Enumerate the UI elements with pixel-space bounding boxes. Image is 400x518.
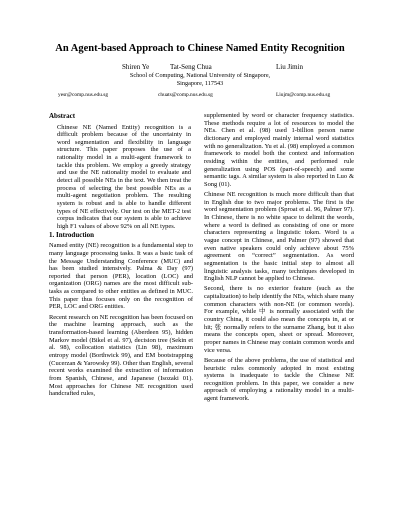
abstract-heading: Abstract xyxy=(49,112,76,120)
paragraph: Named entity (NE) recognition is a fundamental step to many language processing tasks. It was a basic task of the Message Understanding Conference (MUC) and has been studied intensively. Palma & Day (97) reported that person (PER), location (LOC) and organization (ORG) names are the most difficult sub-tasks as compared to other entities as defined in MUC. This paper thus focuses only on the recognition of PER, LOC and ORG entities. xyxy=(49,242,193,311)
paper-title: An Agent-based Approach to Chinese Named Entity Recognition xyxy=(55,43,345,54)
paragraph: Recent research on NE recognition has been focused on the machine learning approach, such as the transformation-based learning (Aberdeen 95), hidden Markov model (Bikel et al. 97), decision tree (Sekin et al. 98), collocation statistics (Lin 98), maximum entropy model (Borthwick 99), and EM bootstrapping (Cucerzan & Yarowsky 99). Other than English, several recent works examined the extraction of information from Spanish, Chinese, and Japanese (Isozaki 01). Most approaches for Chinese NE recognition used handcrafted rules, xyxy=(49,313,193,398)
author-email: yesr@comp.nus.edu.sg xyxy=(58,92,109,98)
affiliation xyxy=(0,72,400,88)
affiliation-line: School of Computing, National University of Singapore, xyxy=(129,72,271,79)
author-name: Tat-Seng Chua xyxy=(170,63,212,71)
right-column xyxy=(204,112,354,405)
paragraph: Chinese NE recognition is much more difficult than that in English due to two major problems. The first is the word segmentation problem (Sproat et al. 96, Palmer 97). In Chinese, there is no white space to delimit the words, where a word is defined as consisting of one or more characters representing a linguistic token. Word is a vague concept in Chinese, and Palmer (97) showed that even native speakers could only achieve about 75% agreement on “correct” segmentation. As word segmentation is the basic initial step to almost all linguistic analysis tasks, many techniques developed in English NLP cannot be applied to Chinese. xyxy=(204,191,354,283)
author-email: Liujm@comp.nus.edu.sg xyxy=(276,92,331,98)
left-column xyxy=(49,112,193,400)
author-name: Liu Jimin xyxy=(276,63,304,71)
paragraph: Because of the above problems, the use of statistical and heuristic rules commonly adopted in most existing systems is inadequate to tackle the Chinese NE recognition problem. In this paper, we consider a new approach of employing a rationality model in a multi-agent framework. xyxy=(204,356,354,403)
abstract-text: Chinese NE (Named Entity) recognition is a difficult problem because of the uncertainty in word segmentation and flexibility in language structure. This paper proposes the use of a rationality model in a multi-agent framework to tackle this problem. We employ a greedy strategy and use the NE rationality model to evaluate and detect all possible NEs in the text. We then treat the process of selecting the best possible NEs as a multi-agent negotiation problem. The resulting system is robust and is able to handle different types of NE effectively. Our test on the MET-2 test corpus indicates that our system is able to achieve high F1 values of above 92% on all NE types. xyxy=(57,123,191,231)
paragraph: supplemented by word or character frequency statistics. These methods require a lot of resources to model the NEs. Chen et al. (98) used 1-billion person name dictionary and employed mainly internal word statistics with no generalization. Yu et al. (98) employed a common framework to model both the context and information residing within the entities, and performed rule generalization using POS (part-of-speech) and some semantic tags. A similar system is also reported in Luo & Song (01). xyxy=(204,112,354,188)
section-heading: 1. Introduction xyxy=(49,230,94,239)
paragraph: Second, there is no exterior feature (such as the capitalization) to help identify the NEs, which share many common characters with non-NE (or common words). For example, while 中 is normally associated with the country China, it could also mean the concepts in, at or hit; 张 normally refers to the surname Zhang, but it also means the concepts open, sheet or spread. Moreover, proper names in Chinese may contain common words and vice versa. xyxy=(204,285,354,354)
author-line xyxy=(0,62,400,72)
author-email: chuats@comp.nus.edu.sg xyxy=(158,92,213,98)
author-name: Shiren Ye xyxy=(122,63,150,71)
email-line xyxy=(0,91,400,100)
affiliation-line: Singapore, 117543 xyxy=(176,80,224,88)
